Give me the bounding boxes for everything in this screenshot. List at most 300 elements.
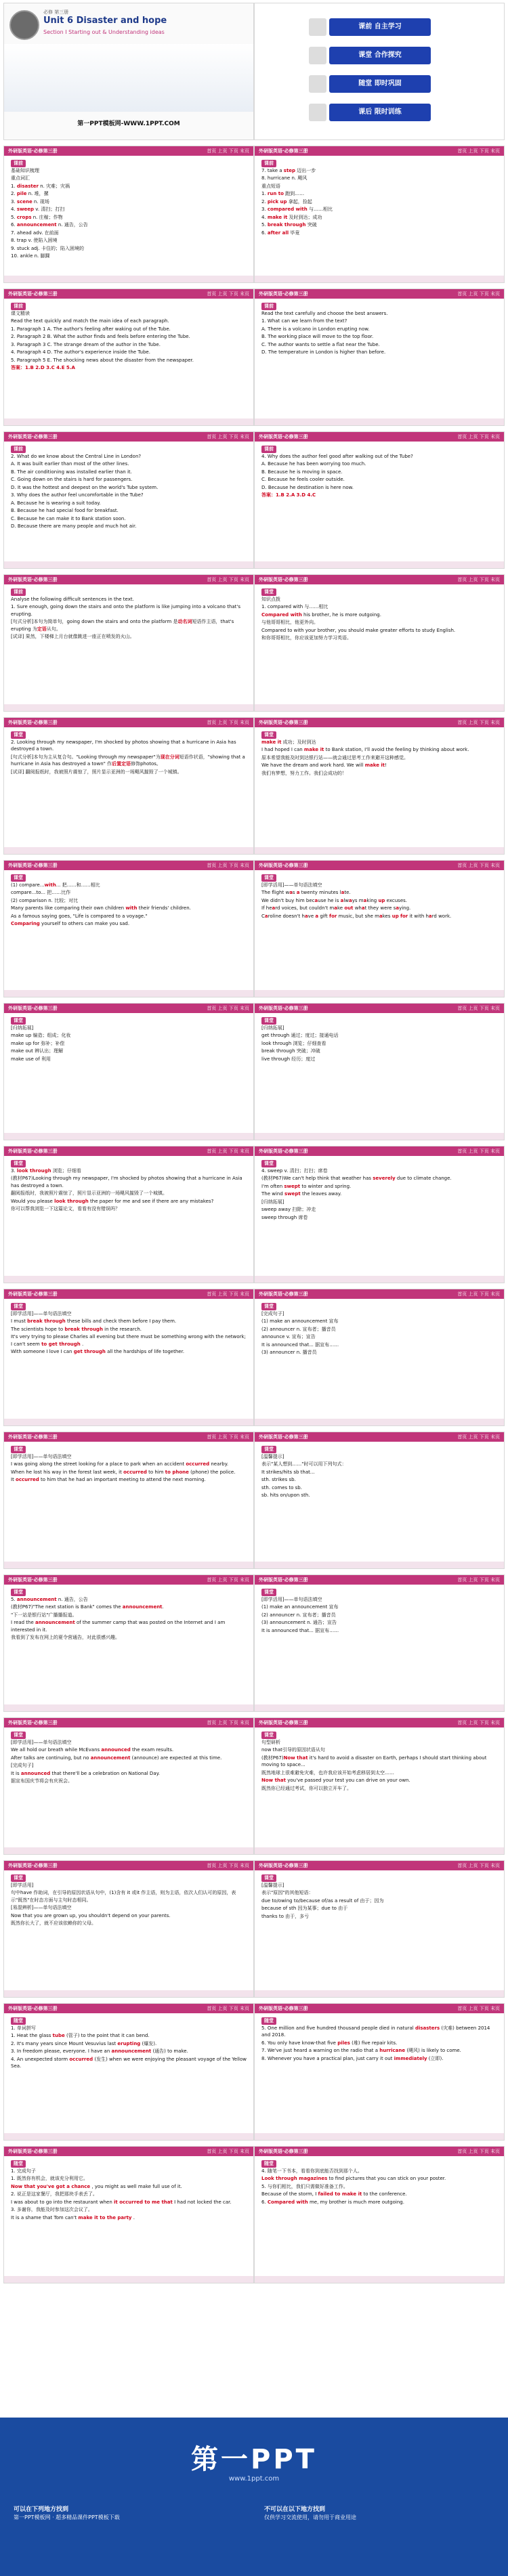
slide-line: 1. What can we learn from the text? bbox=[261, 318, 347, 324]
content-slide bbox=[3, 1717, 254, 1855]
slide-nav-links[interactable]: 首页 上页 下页 末页 bbox=[457, 291, 500, 297]
answer-text: Now that you've got a chance bbox=[11, 2183, 91, 2189]
answer-text: announced bbox=[101, 1747, 131, 1753]
slide-body bbox=[11, 446, 247, 559]
slide-line: Comparing yourself to others can make you sad. bbox=[11, 921, 130, 926]
content-slide bbox=[254, 431, 505, 569]
slide-nav-links[interactable]: 首页 上页 下页 末页 bbox=[207, 1720, 249, 1725]
slide-footer bbox=[255, 276, 504, 282]
content-slide bbox=[254, 2003, 505, 2141]
section-badge: 课前 bbox=[261, 446, 276, 453]
slide-line bbox=[261, 492, 497, 499]
slide-line: 4. sweep v. 清扫；打扫 bbox=[11, 207, 65, 212]
slide-line: I had hoped I can make it to Bank station, I'll avoid the feeling by thinking about work. bbox=[261, 747, 469, 752]
answer-text: step bbox=[283, 167, 296, 173]
answer-text: announcement bbox=[16, 222, 57, 228]
slide-line: thanks to 由于，多亏 bbox=[261, 1913, 310, 1919]
slide-line: It occurred to him that he had an important meeting to attend the next morning. bbox=[11, 1477, 206, 1482]
slide-nav-links[interactable]: 首页 上页 下页 末页 bbox=[207, 2149, 249, 2154]
answer-text: tube bbox=[52, 2033, 65, 2038]
slide-header-bar bbox=[4, 2147, 253, 2156]
slide-header-label: 外研版英语·必修第三册 bbox=[259, 148, 308, 154]
slide-line: Analyse the following difficult sentences in the text. bbox=[11, 596, 134, 602]
slide-line: 5. break through 突破 bbox=[261, 222, 317, 228]
section-badge: 课堂 bbox=[11, 1303, 26, 1310]
slide-footer bbox=[255, 1704, 504, 1711]
content-slide bbox=[254, 1717, 505, 1855]
slide-line: 3. Paragraph 3 C. The strange dream of the author in the Tube. bbox=[11, 341, 161, 347]
slide-header-label: 外研版英语·必修第三册 bbox=[8, 1291, 58, 1297]
answer-text: a bbox=[315, 913, 319, 919]
answer-text: make it bbox=[261, 739, 282, 745]
content-slide bbox=[254, 2146, 505, 2283]
slide-header-bar bbox=[4, 1289, 253, 1299]
slide-footer bbox=[4, 2276, 253, 2283]
slide-line: [即学活用]——单句语法填空 bbox=[261, 1596, 322, 1602]
slide-footer bbox=[4, 561, 253, 568]
slide-footer bbox=[4, 1133, 253, 1140]
answer-text: a bbox=[379, 913, 383, 919]
content-slide bbox=[3, 431, 254, 569]
slide-header-bar bbox=[255, 2004, 504, 2013]
answer-text: Now that bbox=[283, 1755, 308, 1761]
section-badge: 课堂 bbox=[11, 1732, 26, 1739]
slide-header-label: 外研版英语·必修第三册 bbox=[259, 1434, 308, 1440]
section-badge: 课堂 bbox=[261, 1160, 276, 1167]
slide-body bbox=[11, 160, 247, 273]
slide-header-bar bbox=[255, 1575, 504, 1585]
slide-header-label: 外研版英语·必修第三册 bbox=[8, 2006, 58, 2011]
slide-footer bbox=[255, 990, 504, 997]
slide-nav-links[interactable]: 首页 上页 下页 末页 bbox=[207, 1291, 249, 1297]
slide-line: With someone I love I can get through all the hardships of life together. bbox=[11, 1349, 185, 1354]
slide-body bbox=[261, 1446, 497, 1559]
menu-icon-3 bbox=[309, 75, 326, 93]
slide-footer bbox=[255, 704, 504, 711]
slide-nav-links[interactable]: 首页 上页 下页 末页 bbox=[207, 1863, 249, 1868]
slide-line: Read the text carefully and choose the best answers. bbox=[261, 310, 388, 316]
slide-body bbox=[261, 731, 497, 844]
globe-icon bbox=[9, 10, 39, 40]
slide-header-label: 外研版英语·必修第三册 bbox=[8, 1863, 58, 1868]
section-badge: 随堂 bbox=[11, 2017, 26, 2025]
answer-text: sweep bbox=[16, 207, 35, 212]
answer-text: scene bbox=[16, 198, 33, 205]
slide-header-bar bbox=[4, 1861, 253, 1870]
slide-header-label: 外研版英语·必修第三册 bbox=[8, 1434, 58, 1440]
section-badge: 课堂 bbox=[11, 1446, 26, 1453]
slide-nav-links[interactable]: 首页 上页 下页 末页 bbox=[457, 577, 500, 582]
menu-icon-4 bbox=[309, 104, 326, 121]
slide-nav-links[interactable]: 首页 上页 下页 末页 bbox=[457, 1720, 500, 1725]
answer-text: 答案：1.B 2.D 3.C 4.E 5.A bbox=[11, 365, 75, 370]
slide-header-bar bbox=[4, 718, 253, 727]
slide-header-bar bbox=[255, 432, 504, 442]
slide-line: 2. Paragraph 2 B. What the author finds and feels before entering the Tube. bbox=[11, 334, 190, 339]
slide-nav-links[interactable]: 首页 上页 下页 末页 bbox=[207, 148, 249, 154]
slide-footer bbox=[4, 990, 253, 997]
slide-footer bbox=[4, 847, 253, 854]
slide-header-label: 外研版英语·必修第三册 bbox=[259, 291, 308, 297]
slide-line: 2. It's many years since Mount Vesuvius last erupting (爆发). bbox=[11, 2040, 157, 2046]
slide-line: A. It was built earlier than most of the other lines. bbox=[11, 461, 129, 467]
slide-line: Because of the storm, I failed to make it to the conference. bbox=[261, 2191, 407, 2197]
banner-title: 第一PPT bbox=[191, 2444, 317, 2475]
slide-line: D. The temperature in London is higher than before. bbox=[261, 349, 386, 355]
slide-line: 5. 与你们相比，我们只需做好准备工作。 bbox=[261, 2183, 348, 2189]
banner-right-col bbox=[264, 2506, 494, 2567]
slide-line: now that引导的原因状语从句 bbox=[261, 1747, 325, 1753]
slide-body bbox=[261, 2160, 497, 2273]
slide-line: After talks are continuing, but no announcement (announce) are expected at this time. bbox=[11, 1755, 222, 1761]
slide-footer bbox=[4, 276, 253, 282]
answer-text: 答案：1.B 2.A 3.D 4.C bbox=[261, 492, 316, 498]
menu-button-3[interactable]: 随堂 即时巩固 bbox=[329, 75, 431, 93]
slide-line: 4. 随笔一下书本，看看你到底能否找到那个人。 bbox=[261, 2168, 362, 2174]
slide-line: make use of 利用 bbox=[11, 1056, 51, 1062]
answer-text: severely bbox=[373, 1176, 396, 1181]
answer-text: after all bbox=[267, 230, 289, 236]
slide-line: Look through magazines to find pictures that you can stick on your poster. bbox=[261, 2176, 446, 2181]
slide-line: I must break through these bills and check them before I pay them. bbox=[11, 1318, 177, 1324]
slide-nav-links[interactable]: 首页 上页 下页 末页 bbox=[457, 2006, 500, 2011]
slide-nav-links[interactable]: 首页 上页 下页 末页 bbox=[207, 434, 249, 439]
slide-header-bar bbox=[4, 1432, 253, 1442]
answer-text: announcement bbox=[35, 1620, 75, 1625]
slide-line: [温馨提示] bbox=[261, 1882, 284, 1888]
slide-line: If heard voices, but couldn't make out what they were saying. bbox=[261, 905, 411, 911]
slide-line: [完成句子] bbox=[261, 1310, 284, 1316]
slide-line: 1. Paragraph 1 A. The author's feeling after waking out of the Tube. bbox=[11, 326, 171, 332]
content-slide bbox=[3, 1574, 254, 1712]
slide-header-label: 外研版英语·必修第三册 bbox=[8, 2149, 58, 2154]
slide-nav-links[interactable]: 首页 上页 下页 末页 bbox=[457, 863, 500, 868]
content-slide bbox=[254, 1289, 505, 1426]
slide-line: look through 浏览；仔细查看 bbox=[261, 1040, 326, 1046]
slide-line: C. Because he can make it to Bank station soon. bbox=[11, 515, 126, 521]
answer-text: piles bbox=[337, 2040, 350, 2046]
slide-header-label: 外研版英语·必修第三册 bbox=[8, 434, 58, 439]
slide-nav-links[interactable]: 首页 上页 下页 末页 bbox=[207, 2006, 249, 2011]
slide-line: 3. look through 浏览；仔细看 bbox=[11, 1167, 81, 1174]
section-badge: 课堂 bbox=[261, 588, 276, 596]
slide-body bbox=[11, 1732, 247, 1845]
answer-text: look through bbox=[54, 1198, 89, 1204]
slide-footer bbox=[4, 1419, 253, 1425]
slide-line: D. Because there are many people and much hot air. bbox=[11, 523, 137, 529]
slide-nav-links[interactable]: 首页 上页 下页 末页 bbox=[457, 1434, 500, 1440]
slide-header-bar bbox=[255, 2147, 504, 2156]
slide-line: make it 成功；及时到达 bbox=[261, 739, 316, 745]
slide-header-bar bbox=[4, 2004, 253, 2013]
banner-url[interactable]: www.1ppt.com bbox=[228, 2475, 280, 2483]
slide-line: 1. compared with 与……相比 bbox=[261, 604, 329, 609]
slide-line: [试译] 果然，下楼梯上月台就像跳进一座正在喷发的火山。 bbox=[11, 634, 135, 639]
menu-icon-1 bbox=[309, 18, 326, 36]
slide-body bbox=[11, 1017, 247, 1130]
slide-line: A. Because he is wearing a suit today. bbox=[11, 500, 101, 506]
slide-line: It is announced that... 据宣布…… bbox=[261, 1627, 339, 1633]
content-slide bbox=[254, 288, 505, 426]
slide-line: B. The air conditioning was installed earlier than it. bbox=[11, 469, 132, 475]
slide-line: "下一站是银行站"广播播报道。 bbox=[11, 1612, 77, 1618]
slide-header-bar bbox=[255, 1146, 504, 1156]
slide-nav-links[interactable]: 首页 上页 下页 末页 bbox=[457, 1863, 500, 1868]
slide-line: B. Because he is moving in space. bbox=[261, 469, 343, 475]
slide-line: make up 编造；组成；化妆 bbox=[11, 1033, 71, 1038]
slide-line: Compared with his brother, he is more outgoing. bbox=[261, 611, 381, 618]
answer-text: announcement bbox=[16, 1596, 57, 1602]
slide-body bbox=[11, 1160, 247, 1273]
slide-header-label: 外研版英语·必修第三册 bbox=[259, 863, 308, 868]
slide-header-label: 外研版英语·必修第三册 bbox=[8, 577, 58, 582]
slide-line: 2. 说正是这家餐厅，我把那块手表丢了。 bbox=[11, 2191, 98, 2197]
answer-text: up bbox=[391, 913, 399, 919]
answer-text: announced bbox=[20, 1770, 51, 1776]
slide-line: 3. 多谢你，我能及时参加这次会议了。 bbox=[11, 2207, 93, 2212]
section-badge: 课前 bbox=[11, 446, 26, 453]
answer-text: 现在分词 bbox=[160, 754, 179, 760]
slide-nav-links[interactable]: 首页 上页 下页 末页 bbox=[207, 720, 249, 725]
slide-header-label: 外研版英语·必修第三册 bbox=[259, 2149, 308, 2154]
slide-nav-links[interactable]: 首页 上页 下页 末页 bbox=[457, 1006, 500, 1011]
slide-line: [即学活用]——单句语法填空 bbox=[11, 1739, 72, 1745]
slide-line: (2) comparison n. 比较；对比 bbox=[11, 897, 79, 903]
section-badge: 课堂 bbox=[261, 1732, 276, 1739]
answer-text: a bbox=[340, 897, 344, 903]
content-slide bbox=[254, 1574, 505, 1712]
answer-text: for bbox=[329, 913, 337, 919]
slide-line: make out 辨认出；理解 bbox=[11, 1048, 64, 1054]
slide-line: 4. make it 及时到达；成功 bbox=[261, 214, 322, 220]
banner-left-text: 第一PPT模板网 · 超多精品课件PPT模板下载 bbox=[14, 2514, 120, 2520]
slide-line: 既然你长大了，就不应该依赖你的父母。 bbox=[11, 1920, 96, 1926]
slide-footer bbox=[4, 1562, 253, 1568]
answer-text: Compared with bbox=[261, 611, 302, 618]
slide-nav-links[interactable]: 首页 上页 下页 末页 bbox=[207, 1434, 249, 1440]
slide-footer bbox=[4, 704, 253, 711]
slide-line: sth. comes to sb. bbox=[261, 1484, 302, 1490]
slide-nav-links[interactable]: 首页 上页 下页 末页 bbox=[457, 1291, 500, 1297]
slide-line: 表示"原因"的其他短语： bbox=[261, 1890, 314, 1895]
slide-body bbox=[11, 1303, 247, 1416]
slide-nav-links[interactable]: 首页 上页 下页 末页 bbox=[207, 863, 249, 868]
section-badge: 课堂 bbox=[11, 1874, 26, 1882]
content-slide bbox=[254, 717, 505, 855]
slide-nav-links[interactable]: 首页 上页 下页 末页 bbox=[207, 1006, 249, 1011]
slide-line: When he lost his way in the forest last week, it occurred to him to phone (phone) the police. bbox=[11, 1469, 236, 1475]
slide-header-bar bbox=[255, 1289, 504, 1299]
slide-nav-links[interactable]: 首页 上页 下页 末页 bbox=[207, 577, 249, 582]
slide-body bbox=[261, 160, 497, 273]
slide-line: C. The author wants to settle a flat near the Tube. bbox=[261, 341, 380, 347]
slide-line: 1. 完成句子 bbox=[11, 2168, 36, 2174]
answer-text: a bbox=[264, 913, 268, 919]
slide-nav-links[interactable]: 首页 上页 下页 末页 bbox=[457, 148, 500, 154]
slide-footer bbox=[255, 1562, 504, 1568]
slide-body bbox=[11, 303, 247, 416]
slide-line: The flight was a twenty minutes late. bbox=[261, 890, 351, 895]
answer-text: break through bbox=[64, 1326, 103, 1332]
answer-text: Comparing bbox=[11, 921, 40, 926]
slide-line: It is announced that there'll be a celebration on National Day. bbox=[11, 1770, 160, 1776]
menu-button-1[interactable]: 课前 自主学习 bbox=[329, 18, 431, 36]
slide-nav-links[interactable]: 首页 上页 下页 末页 bbox=[457, 720, 500, 725]
answer-text: a bbox=[396, 905, 400, 911]
slide-line: It is announced that... 据宣布…… bbox=[261, 1341, 339, 1348]
slide-nav-links[interactable]: 首页 上页 下页 末页 bbox=[457, 1149, 500, 1154]
slide-header-label: 外研版英语·必修第三册 bbox=[8, 720, 58, 725]
slide-body bbox=[261, 446, 497, 559]
slide-body bbox=[11, 731, 247, 844]
slide-line: 7. take a step 迈出一步 bbox=[261, 167, 316, 173]
slide-nav-links[interactable]: 首页 上页 下页 末页 bbox=[207, 1149, 249, 1154]
slide-line: 4. Why does the author feel good after walking out of the Tube? bbox=[261, 453, 413, 459]
answer-text: a bbox=[349, 897, 352, 903]
answer-text bbox=[123, 1469, 147, 1475]
slide-line: Now that you've got a chance , you might as well make full use of it. bbox=[11, 2183, 182, 2189]
slide-line: I was going along the street looking for a place to park when an accident occurred nearby. bbox=[11, 1461, 229, 1467]
slide-line: I'm often swept to winter and spring. bbox=[261, 1183, 352, 1189]
answer-text bbox=[186, 1461, 209, 1467]
answer-text: a bbox=[314, 897, 318, 903]
slide-line: (2) announcer n. 宣布者；播音员 bbox=[261, 1612, 336, 1618]
answer-text: up bbox=[378, 897, 385, 903]
slide-line: 1. Sure enough, going down the stairs and onto the platform is like jumping into a volcano that's erupting. bbox=[11, 604, 240, 617]
slide-header-bar bbox=[4, 1146, 253, 1156]
answer-text: run to bbox=[267, 191, 284, 196]
slide-nav-links[interactable]: 首页 上页 下页 末页 bbox=[457, 434, 500, 439]
slide-body bbox=[261, 588, 497, 702]
answer-text: compared with bbox=[267, 207, 308, 212]
banner-left-col bbox=[14, 2506, 244, 2567]
answer-text: make it to the party bbox=[78, 2214, 132, 2220]
answer-text: Look through magazines bbox=[261, 2176, 328, 2181]
section-badge: 随堂 bbox=[261, 2017, 276, 2025]
slide-line: make up for 弥补；补偿 bbox=[11, 1040, 65, 1046]
slide-header-label: 外研版英语·必修第三册 bbox=[259, 1291, 308, 1297]
menu-slide bbox=[254, 3, 505, 140]
answer-text: a bbox=[363, 897, 367, 903]
section-badge: 课前 bbox=[261, 303, 276, 310]
content-slide bbox=[3, 860, 254, 997]
section-subtitle: Section Ⅰ Starting out & Understanding ideas bbox=[43, 29, 165, 35]
answer-text: a bbox=[289, 890, 293, 895]
slide-line: 3. Why does the author feel uncomfortable in the Tube? bbox=[11, 492, 144, 498]
slide-line: I read the announcement of the summer camp that was posted on the Internet and I am interested in it. bbox=[11, 1620, 226, 1633]
section-badge: 随堂 bbox=[261, 2160, 276, 2168]
slide-nav-links[interactable]: 首页 上页 下页 末页 bbox=[457, 1577, 500, 1583]
slide-footer bbox=[255, 1419, 504, 1425]
answer-text: to phone bbox=[165, 1469, 189, 1475]
answer-text: disasters bbox=[415, 2025, 440, 2031]
slide-footer bbox=[4, 418, 253, 425]
slide-body bbox=[261, 2017, 497, 2130]
slide-header-label: 外研版英语·必修第三册 bbox=[8, 1577, 58, 1583]
slide-line: break through 突破；冲破 bbox=[261, 1048, 320, 1054]
slide-line: 和你哥哥相比，你应该更加努力学习英语。 bbox=[261, 635, 352, 641]
slide-line: [归纳拓展] bbox=[11, 1025, 34, 1031]
slide-line: compare...to... 把……比作 bbox=[11, 890, 71, 895]
answer-text: break through bbox=[27, 1318, 66, 1324]
slide-line: D. Because he destination is here now. bbox=[261, 484, 354, 490]
slide-body bbox=[261, 874, 497, 987]
content-slide bbox=[3, 2146, 254, 2283]
slide-body bbox=[261, 1303, 497, 1416]
banner-columns bbox=[14, 2506, 494, 2567]
slide-footer bbox=[255, 1847, 504, 1854]
content-slide bbox=[3, 1432, 254, 1569]
banner-right-text: 仅供学习交流使用，请勿用于商业用途 bbox=[264, 2514, 356, 2520]
slide-line: (1) compare...with... 把……和……相比 bbox=[11, 882, 100, 888]
answer-text: it occurred to me that bbox=[114, 2199, 173, 2205]
menu-button-4[interactable]: 课后 限时训练 bbox=[329, 104, 431, 121]
slide-footer bbox=[255, 1276, 504, 1283]
answer-text: for bbox=[400, 913, 408, 919]
slide-line: [归纳拓展] bbox=[261, 1025, 284, 1031]
slide-line: 7. We've just heard a warning on the radio that a hurricane (飓风) is likely to come. bbox=[261, 2048, 461, 2053]
section-badge: 课堂 bbox=[261, 874, 276, 882]
slide-header-label: 外研版英语·必修第三册 bbox=[259, 1720, 308, 1725]
answer-text: a bbox=[341, 890, 345, 895]
slide-header-label: 外研版英语·必修第三册 bbox=[259, 720, 308, 725]
section-badge: 课堂 bbox=[261, 1446, 276, 1453]
slide-line: sweep through 席卷 bbox=[261, 1214, 308, 1220]
slide-header-bar bbox=[255, 718, 504, 727]
slide-header-label: 外研版英语·必修第三册 bbox=[259, 1863, 308, 1868]
slide-header-bar bbox=[255, 861, 504, 870]
menu-button-2[interactable]: 课堂 合作探究 bbox=[329, 47, 431, 64]
slide-line: 知识点拨 bbox=[261, 596, 280, 602]
section-badge: 课前 bbox=[11, 303, 26, 310]
slide-body bbox=[261, 303, 497, 416]
slide-line: 2. pick up 拿起，捡起 bbox=[261, 198, 312, 205]
slide-line: 1. disaster n. 灾难；灾祸 bbox=[11, 183, 70, 189]
slide-nav-links[interactable]: 首页 上页 下页 末页 bbox=[207, 291, 249, 297]
slide-header-label: 外研版英语·必修第三册 bbox=[8, 1006, 58, 1011]
slide-line bbox=[11, 364, 247, 372]
answer-text: make it bbox=[364, 763, 385, 768]
slide-line: [归纳拓展] bbox=[261, 1199, 284, 1205]
slide-line: We all hold our breath while McEvans announced the exam results. bbox=[11, 1747, 174, 1753]
answer-text: a bbox=[272, 905, 276, 911]
slide-header-bar bbox=[4, 432, 253, 442]
slide-line: 5. Paragraph 5 E. The shocking news about the disaster from the newspaper. bbox=[11, 357, 194, 363]
content-slide bbox=[254, 1146, 505, 1283]
slide-line: Many parents like comparing their own children with their friends' children. bbox=[11, 905, 191, 911]
slide-line: 6. Compared with me, my brother is much more outgoing. bbox=[261, 2199, 404, 2205]
slide-body bbox=[11, 588, 247, 702]
slide-body bbox=[11, 1589, 247, 1702]
banner-left-title: 可以在下列地方找到 bbox=[14, 2506, 69, 2513]
slide-header-bar bbox=[255, 1861, 504, 1870]
slide-line: 5. crops n. 庄稼；作物 bbox=[11, 214, 63, 220]
slide-line: [易混辨析]——单句语法填空 bbox=[11, 1905, 72, 1910]
slide-line: B. The working place will move to the top floor. bbox=[261, 334, 374, 339]
answer-text: pile bbox=[16, 191, 27, 196]
slide-footer bbox=[4, 2133, 253, 2140]
slide-nav-links[interactable]: 首页 上页 下页 末页 bbox=[207, 1577, 249, 1583]
answer-text: get through bbox=[48, 1341, 81, 1347]
slide-line: As a famous saying goes, "Life is compared to a voyage." bbox=[11, 913, 148, 919]
slide-line: 9. stuck adj. 卡住的；陷入困境的 bbox=[11, 245, 84, 251]
slide-line: 既然你已经通过考试，你可以独立开车了。 bbox=[261, 1785, 352, 1791]
slide-nav-links[interactable]: 首页 上页 下页 末页 bbox=[457, 2149, 500, 2154]
slide-line: [完成句子] bbox=[11, 1763, 34, 1768]
answer-text: with bbox=[125, 905, 137, 911]
slide-body bbox=[11, 874, 247, 987]
content-slide bbox=[3, 1003, 254, 1140]
